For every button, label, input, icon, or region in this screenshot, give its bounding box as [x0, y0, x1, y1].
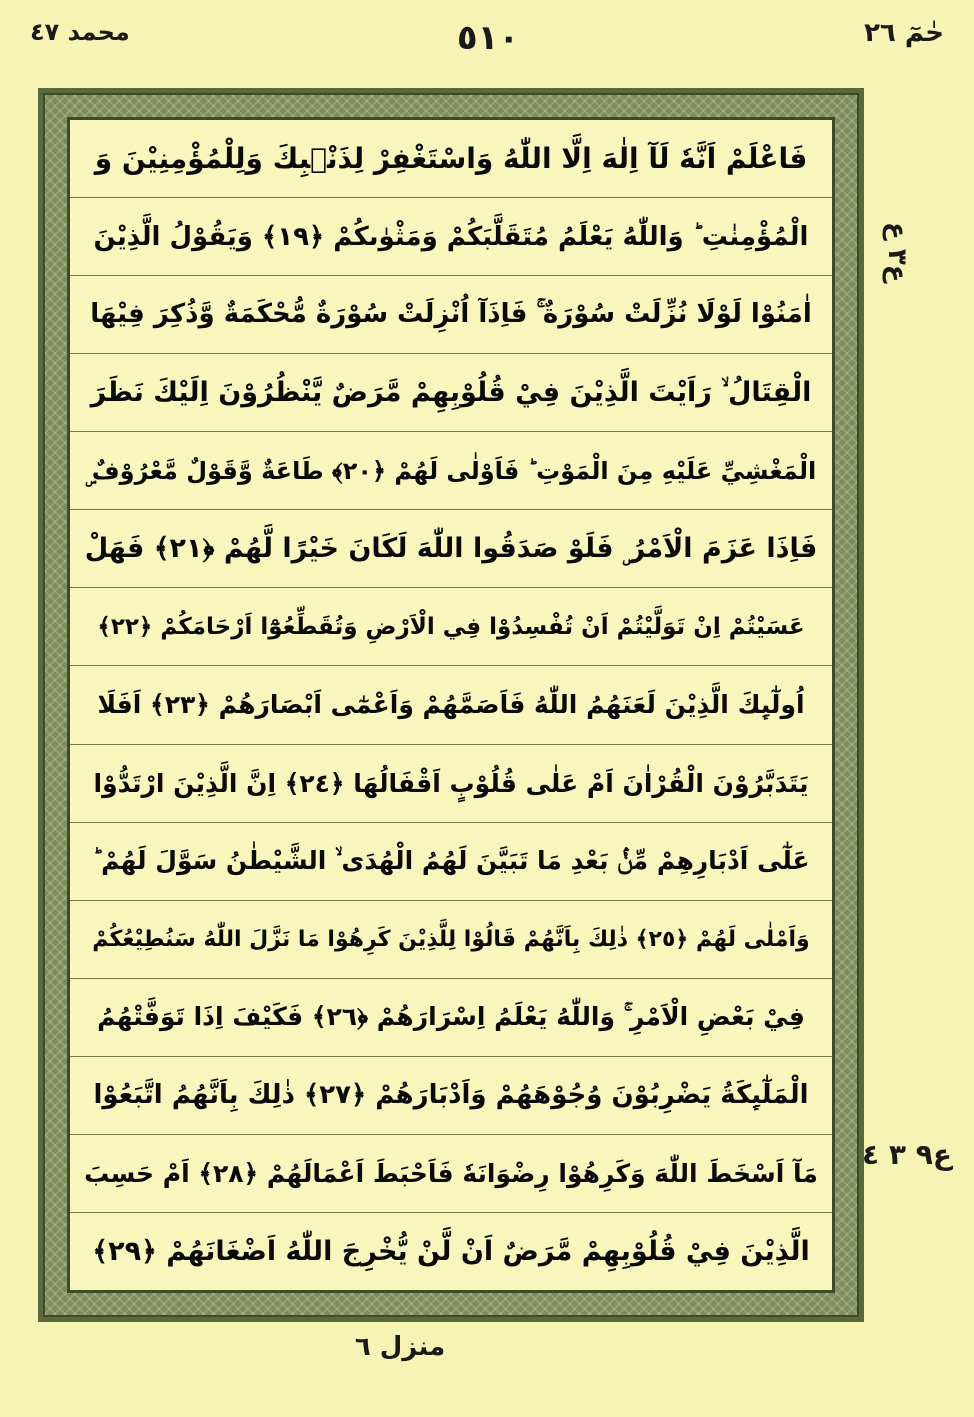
verse-line-text: اٰمَنُوْا لَوْلَا نُزِّلَتْ سُوْرَةٌ ۚ فَاِذَآ اُنْزِلَتْ سُوْرَةٌ مُّحْكَمَةٌ وَّذُكِرَ فِيْهَا: [90, 299, 812, 330]
verse-line-text: عَسَيْتُمْ اِنْ تَوَلَّيْتُمْ اَنْ تُفْسِدُوْا فِي الْاَرْضِ وَتُقَطِّعُوْٓا اَرْحَامَكُمْ ﴿٢٢﴾: [97, 613, 805, 640]
verse-line-text: فَاِذَا عَزَمَ الْاَمْرُ ۣ فَلَوْ صَدَقُوا اللّٰهَ لَكَانَ خَيْرًا لَّهُمْ ﴿٢١﴾ فَهَلْ: [84, 532, 818, 564]
verse-line-text: يَتَدَبَّرُوْنَ الْقُرْاٰنَ اَمْ عَلٰى قُلُوْبٍ اَقْفَالُهَا ﴿٢٤﴾ اِنَّ الَّذِيْنَ ارْتَدُّوْا: [93, 768, 809, 798]
ruku-marker-upper: ع٣ ع: [882, 222, 912, 283]
verse-line: [70, 1213, 832, 1290]
manzil-footer: منزل ٦: [354, 1332, 446, 1362]
verse-line: [70, 276, 832, 354]
verse-line-text: مَآ اَسْخَطَ اللّٰهَ وَكَرِهُوْا رِضْوَانَهٗ فَاَحْبَطَ اَعْمَالَهُمْ ﴿٢٨﴾ اَمْ حَسِبَ: [84, 1158, 818, 1188]
verse-line-text: الْمُؤْمِنٰتِ ؕ وَاللّٰهُ يَعْلَمُ مُتَقَلَّبَكُمْ وَمَثْوٰىكُمْ ﴿١٩﴾ وَيَقُوْلُ الَّذِيْنَ: [93, 221, 809, 252]
surah-label: محمد ٤٧: [30, 18, 130, 46]
verse-line: [70, 823, 832, 901]
verse-line: [70, 1057, 832, 1135]
verse-line: [70, 354, 832, 432]
verse-line-text: عَلٰٓى اَدْبَارِهِمْ مِّنْۢ بَعْدِ مَا تَبَيَّنَ لَهُمُ الْهُدَى ۙ الشَّيْطٰنُ سَوَّلَ لَهُمْ ؕ: [92, 846, 810, 876]
verse-line-text: الْقِتَالُ ۙ رَاَيْتَ الَّذِيْنَ فِيْ قُلُوْبِهِمْ مَّرَضٌ يَّنْظُرُوْنَ اِلَيْكَ نَظَرَ: [90, 376, 812, 408]
verse-line-text: فِيْ بَعْضِ الْاَمْرِ ۚ وَاللّٰهُ يَعْلَمُ اِسْرَارَهُمْ ﴿٢٦﴾ فَكَيْفَ اِذَا تَوَفَّتْهُمُ: [97, 1002, 805, 1032]
verse-line: [70, 432, 832, 510]
verse-line: [70, 1135, 832, 1213]
verse-line: [70, 510, 832, 588]
page-number: ٥١٠: [456, 18, 520, 58]
verse-line-text: الَّذِيْنَ فِيْ قُلُوْبِهِمْ مَّرَضٌ اَنْ لَّنْ يُّخْرِجَ اللّٰهُ اَضْغَانَهُمْ ﴿٢٩﴾: [92, 1235, 810, 1267]
decorative-border-frame: [38, 88, 864, 1322]
page-header: [30, 18, 944, 68]
verse-line-text: الْمَلٰٓىِٕكَةُ يَضْرِبُوْنَ وُجُوْهَهُمْ وَاَدْبَارَهُمْ ﴿٢٧﴾ ذٰلِكَ بِاَنَّهُمُ اتَّبَعُوْا: [93, 1080, 809, 1111]
verse-line: [70, 588, 832, 666]
verse-line: [70, 745, 832, 823]
juz-label: حٰمٓ ٢٦: [864, 18, 944, 48]
verse-line: [70, 666, 832, 744]
quran-text-panel: [67, 117, 835, 1293]
verse-line-text: فَاعْلَمْ اَنَّهٗ لَآ اِلٰهَ اِلَّا اللّٰهُ وَاسْتَغْفِرْ لِذَنْۢبِكَ وَلِلْمُؤْمِنِيْنَ وَ: [94, 142, 808, 176]
ruku-marker-lower: ع٩ ٣ ٤: [862, 1138, 952, 1171]
verse-line: [70, 198, 832, 276]
verse-line-text: اُولٰٓىِٕكَ الَّذِيْنَ لَعَنَهُمُ اللّٰهُ فَاَصَمَّهُمْ وَاَعْمٰٓى اَبْصَارَهُمْ ﴿٢٣﴾ اَفَلَا: [97, 690, 805, 720]
verse-line: [70, 901, 832, 979]
verse-line: [70, 120, 832, 198]
ornamental-band: [43, 93, 859, 1317]
verse-line-text: وَاَمْلٰى لَهُمْ ﴿٢٥﴾ ذٰلِكَ بِاَنَّهُمْ قَالُوْا لِلَّذِيْنَ كَرِهُوْا مَا نَزَّلَ اللّٰهُ سَنُطِيْعُكُمْ: [92, 926, 810, 952]
verse-line-text: الْمَغْشِيِّ عَلَيْهِ مِنَ الْمَوْتِ ؕ فَاَوْلٰى لَهُمْ ﴿٢٠﴾ طَاعَةٌ وَّقَوْلٌ مَّعْرُوْفٌ ۣ: [85, 456, 817, 485]
verse-line: [70, 979, 832, 1057]
